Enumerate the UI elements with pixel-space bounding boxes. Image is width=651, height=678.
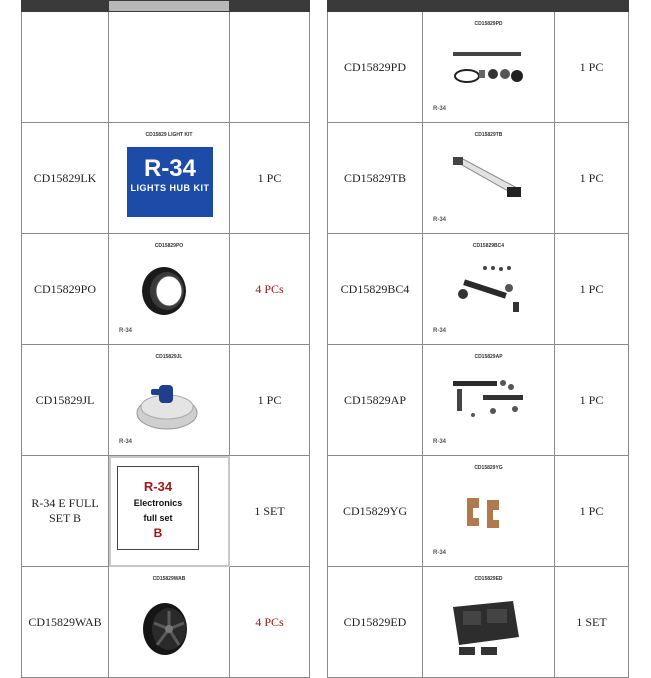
part-image: [109, 345, 230, 456]
image-caption: CD15829BC4: [472, 243, 505, 249]
part-code: CD15829BC4: [328, 234, 423, 345]
part-image: [109, 12, 230, 123]
part-code: CD15829PD: [328, 12, 423, 123]
interior-set-image: [423, 567, 554, 677]
image-caption: CD15829WAB: [152, 576, 186, 582]
lights-hub-kit-image: [127, 147, 213, 217]
part-image: [423, 12, 555, 123]
part-image: [423, 234, 555, 345]
table-row: [22, 456, 310, 567]
table-row: [22, 234, 310, 345]
image-caption: CD15829PD: [474, 21, 503, 27]
table-row: [328, 12, 629, 123]
image-caption: CD15829ED: [474, 576, 503, 582]
part-code: CD15829LK: [22, 123, 109, 234]
brand-mark: R-34: [119, 328, 133, 334]
table-row: [22, 345, 310, 456]
brand-mark: R-34: [433, 328, 447, 334]
table-row: [328, 345, 629, 456]
part-qty: 1 PC: [555, 345, 629, 456]
part-image: [109, 234, 230, 345]
image-caption: CD15829TB: [474, 132, 503, 138]
header-cell: [328, 1, 423, 12]
image-caption: CD15829JL: [155, 354, 183, 360]
part-qty: 1 PC: [555, 123, 629, 234]
part-image: [109, 567, 230, 678]
header-cell: [230, 1, 310, 12]
right-header-row: [328, 1, 629, 12]
brand-mark: R-34: [433, 550, 447, 556]
part-image: [109, 123, 230, 234]
part-qty: 1 PC: [230, 123, 310, 234]
table-row: [22, 12, 310, 123]
part-image: [423, 456, 555, 567]
brand-mark: R-34: [119, 439, 133, 445]
wheel-image: [109, 567, 229, 677]
part-code: CD15829TB: [328, 123, 423, 234]
kit-subtitle: LIGHTS HUB KIT: [130, 183, 210, 193]
part-qty: 1 SET: [555, 567, 629, 678]
part-code: R-34 E FULL SET B: [22, 456, 109, 567]
part-code: CD15829JL: [22, 345, 109, 456]
table-row: [328, 123, 629, 234]
part-image: [423, 123, 555, 234]
part-image: [423, 345, 555, 456]
brand-mark: R-34: [433, 106, 447, 112]
brand-mark: R-34: [433, 439, 447, 445]
elec-title: R-34: [143, 479, 173, 494]
part-qty: 1 SET: [230, 456, 310, 567]
header-cell: [22, 1, 109, 12]
image-caption: CD15829AP: [474, 354, 503, 360]
brand-mark: R-34: [433, 217, 447, 223]
part-image: [423, 567, 555, 678]
header-cell: [555, 1, 629, 12]
part-image: [109, 456, 230, 567]
image-caption: CD15829 LIGHT KIT: [145, 132, 193, 138]
elec-line: Electronics: [133, 498, 183, 508]
part-qty: 4 PCs: [230, 567, 310, 678]
part-qty: 1 PC: [555, 234, 629, 345]
part-qty: [230, 12, 310, 123]
right-parts-table: [327, 0, 629, 678]
image-caption: CD15829PO: [154, 243, 184, 249]
left-header-row: [22, 1, 310, 12]
table-row: [328, 456, 629, 567]
part-code: CD15829PO: [22, 234, 109, 345]
part-code: [22, 12, 109, 123]
header-cell: [423, 1, 555, 12]
electronics-set-image: [117, 466, 199, 550]
table-row: [22, 123, 310, 234]
part-qty: 4 PCs: [230, 234, 310, 345]
part-code: CD15829WAB: [22, 567, 109, 678]
part-code: CD15829ED: [328, 567, 423, 678]
image-caption: CD15829YG: [474, 465, 503, 471]
elec-variant: B: [153, 526, 163, 540]
part-qty: 1 PC: [555, 456, 629, 567]
table-row: [22, 567, 310, 678]
left-parts-table: [21, 0, 310, 678]
part-code: CD15829AP: [328, 345, 423, 456]
table-row: [328, 234, 629, 345]
header-cell: [109, 1, 230, 12]
part-code: CD15829YG: [328, 456, 423, 567]
elec-line: full set: [143, 513, 173, 523]
part-qty: 1 PC: [555, 12, 629, 123]
kit-title: R-34: [143, 155, 197, 182]
table-row: [328, 567, 629, 678]
part-qty: 1 PC: [230, 345, 310, 456]
